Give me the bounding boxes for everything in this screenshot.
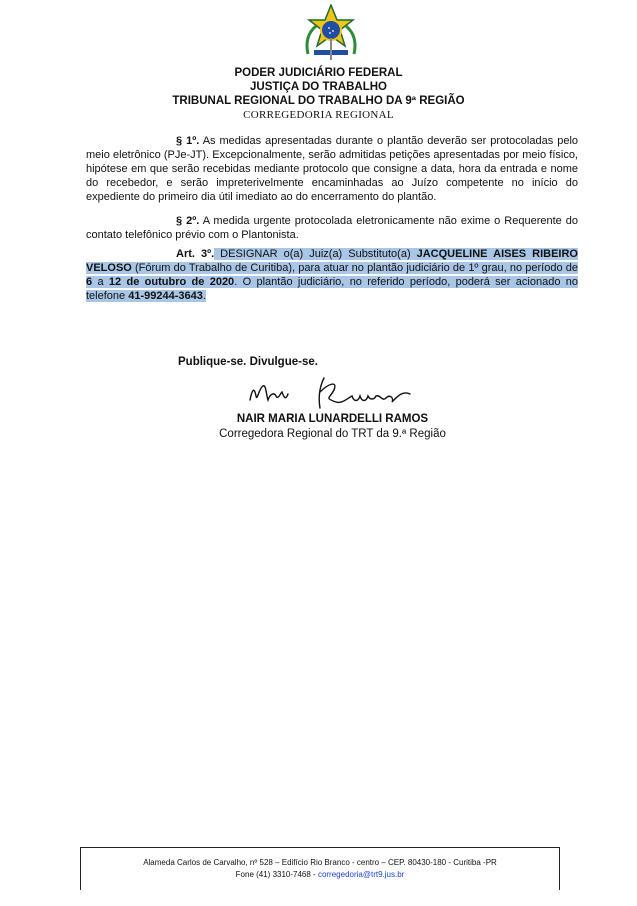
footer-contact <box>81 869 559 881</box>
header-line-4: CORREGEDORIA REGIONAL <box>243 109 394 121</box>
header-line-2: JUSTIÇA DO TRABALHO <box>250 81 387 93</box>
judge-name: JACQUELINE AISES RIBEIRO VELOSO <box>86 248 578 274</box>
signer-block <box>0 412 637 442</box>
article-3 <box>86 247 578 303</box>
header-line-1: PODER JUDICIÁRIO FEDERAL <box>234 67 403 79</box>
handwritten-signature <box>244 372 424 416</box>
signer-name: NAIR MARIA LUNARDELLI RAMOS <box>236 413 429 425</box>
phone-number: 41-99244-3643 <box>128 290 203 302</box>
article-3-text-1: DESIGNAR o(a) Juiz(a) Substituto(a) <box>214 248 417 260</box>
footer-email-link[interactable]: corregedoria@trt9.jus.br <box>317 870 405 879</box>
footer <box>80 847 560 890</box>
end-date: 12 de outubro de 2020 <box>108 276 235 288</box>
paragraph-1 <box>86 134 578 204</box>
document-body <box>86 134 578 303</box>
paragraph-2-text: A medida urgente protocolada eletronicamente não exime o Requerente do contato telefônico prévio com o Plantonista. <box>86 215 579 241</box>
paragraph-1-text: As medidas apresentadas durante o plantão deverão ser protocoladas pelo meio eletrônico (PJe-JT). Excepcionalmente, serão admitidas petições apresentadas por meio físico, hipótese em que serão recebidas mediante protocolo que consigne a data, hora da entrada e nome do recebedor, e serão impreterivelmente encaminhadas ao Juízo competente no início do expediente do primeiro dia útil imediato ao do encerramento do plantão. <box>86 135 579 203</box>
footer-phone: Fone (41) 3310-7468 - <box>235 870 318 879</box>
article-3-text-2: (Fórum do Trabalho de Curitiba), para atuar no plantão judiciário de 1º grau, no período de <box>131 262 578 274</box>
letterhead <box>0 66 637 123</box>
paragraph-2-label: § 2º. <box>176 215 200 227</box>
start-date: 6 <box>86 276 93 288</box>
brazil-coat-of-arms <box>300 4 362 66</box>
signer-role: Corregedora Regional do TRT da 9.ª Região <box>219 428 446 440</box>
footer-address: Alameda Carlos de Carvalho, nº 528 – Edifício Rio Branco - centro – CEP. 80430-180 - Curitiba -PR <box>143 858 497 867</box>
paragraph-1-label: § 1º. <box>176 135 200 147</box>
closing-text: Publique-se. Divulgue-se. <box>178 356 318 368</box>
article-3-text-3: a <box>92 276 109 288</box>
article-3-text-5: . <box>202 290 206 302</box>
article-3-label: Art. 3º. <box>176 248 215 260</box>
paragraph-2 <box>86 214 578 242</box>
header-line-3: TRIBUNAL REGIONAL DO TRABALHO DA 9ª REGIÃO <box>172 95 465 107</box>
article-3-text-4: . O plantão judiciário, no referido período, poderá ser acionado no telefone <box>86 276 579 302</box>
